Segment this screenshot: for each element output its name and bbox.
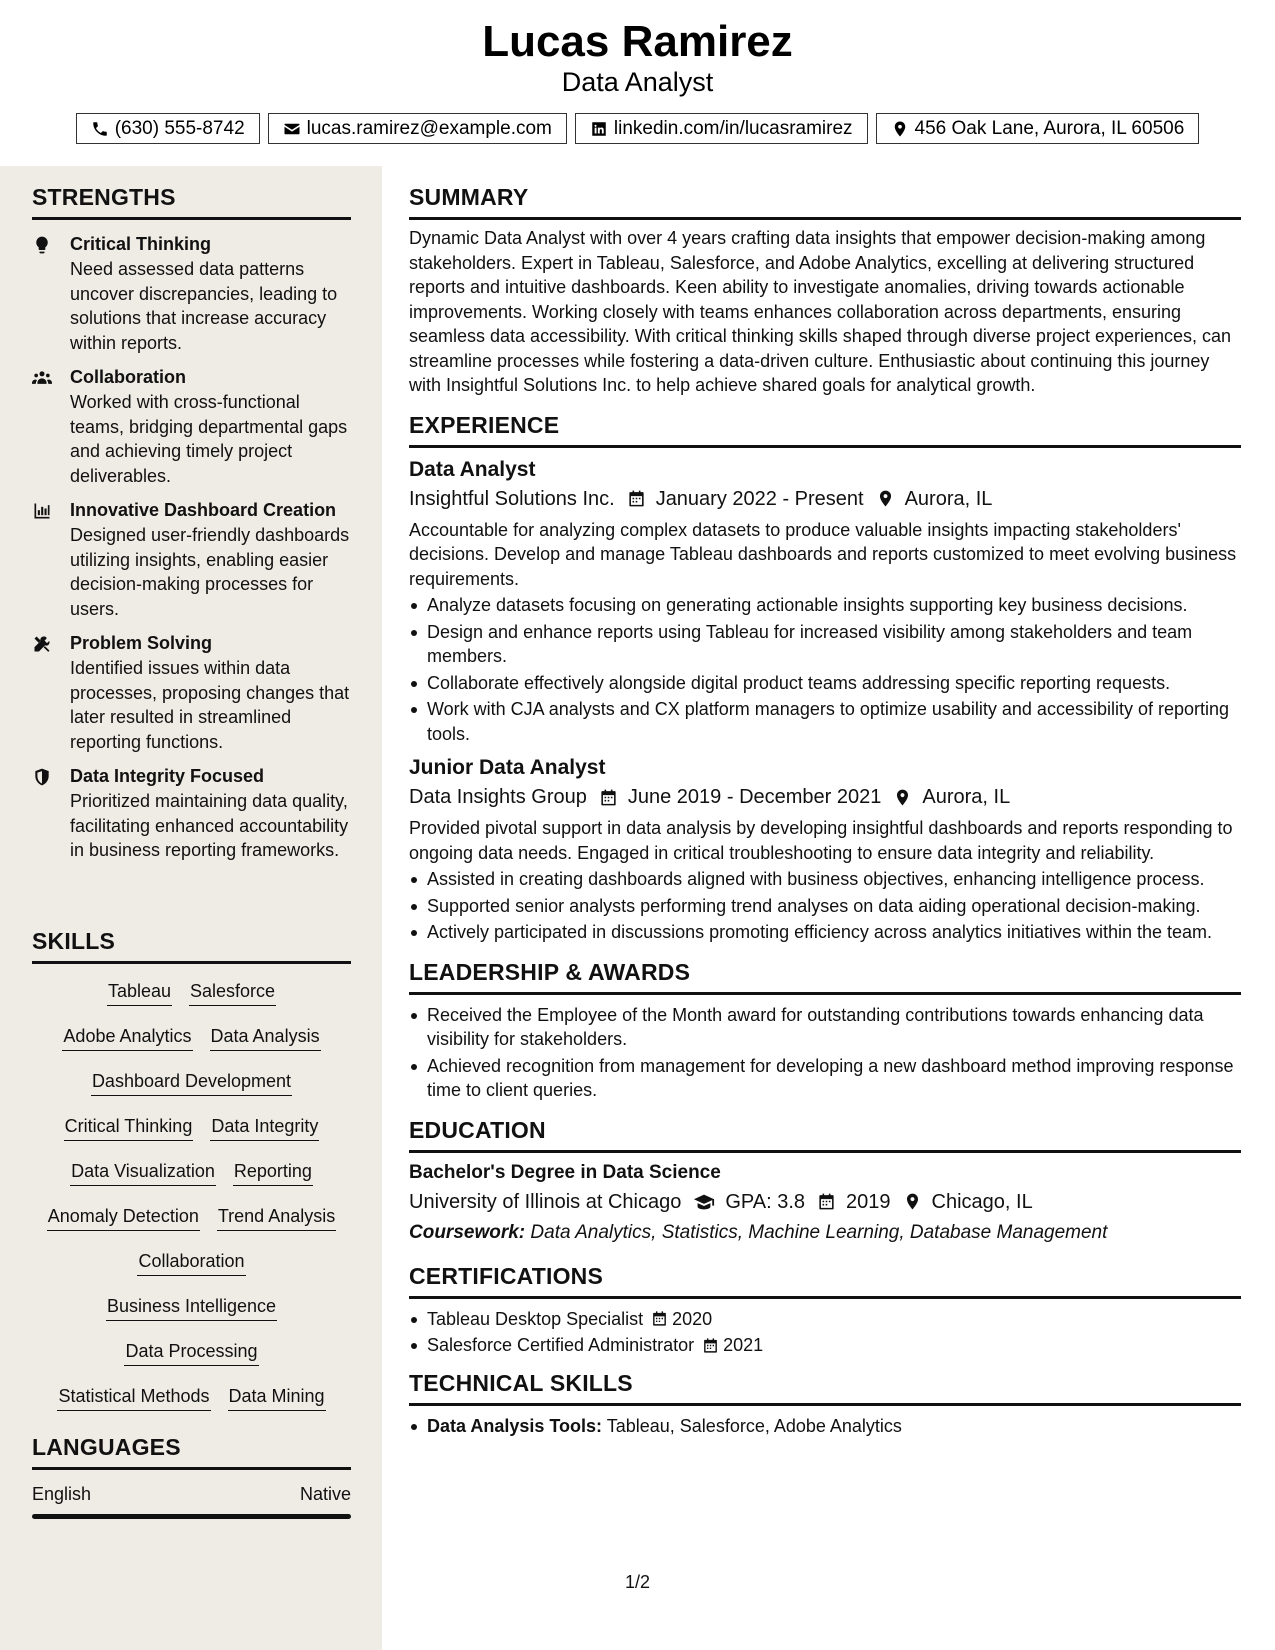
certification-item: [409, 1333, 1241, 1358]
languages-section: [32, 1434, 351, 1519]
linkedin-icon: [590, 120, 608, 138]
job-bullet: Work with CJA analysts and CX platform managers to optimize usability and accessibility of reporting tools.: [409, 697, 1241, 746]
summary-heading: SUMMARY: [409, 184, 1241, 220]
contact-phone[interactable]: [76, 113, 260, 144]
graduation-cap-icon: [693, 1191, 715, 1213]
map-pin-icon: [893, 788, 912, 807]
resume-header: [0, 18, 1275, 98]
skill-tag: Collaboration: [137, 1248, 245, 1276]
users-icon: [32, 368, 52, 388]
job-title: Junior Data Analyst: [409, 756, 606, 779]
candidate-title: Data Analyst: [561, 67, 714, 98]
strength-desc: Prioritized maintaining data quality, facilitating enhanced accountability in business reporting frameworks.: [70, 791, 349, 860]
skill-tag: Tableau: [107, 978, 172, 1006]
calendar-icon: [702, 1337, 719, 1354]
skill-tag: Statistical Methods: [57, 1383, 210, 1411]
school-name: University of Illinois at Chicago: [409, 1190, 682, 1213]
job-meta: [409, 782, 1241, 812]
map-pin-icon: [876, 489, 895, 508]
phone-icon: [91, 120, 109, 138]
job-bullet: Analyze datasets focusing on generating actionable insights supporting key business decisions.: [409, 593, 1241, 618]
contact-email-text: lucas.ramirez@example.com: [306, 117, 552, 139]
job-dates: January 2022 - Present: [655, 487, 864, 510]
contact-phone-text: (630) 555-8742: [114, 117, 245, 139]
technical-skill-value: Tableau, Salesforce, Adobe Analytics: [606, 1415, 902, 1436]
skills-heading: SKILLS: [32, 928, 351, 964]
education-heading: EDUCATION: [409, 1117, 1241, 1153]
job-bullet: Actively participated in discussions promoting efficiency across analytics initiatives within the team.: [409, 920, 1241, 945]
strength-desc: Need assessed data patterns uncover discrepancies, leading to solutions that increase accuracy within reports.: [70, 259, 338, 353]
main-content: [409, 166, 1241, 1438]
job-bullet: Design and enhance reports using Tableau for increased visibility among stakeholders and team members.: [409, 620, 1241, 669]
job-meta: [409, 484, 1241, 514]
strength-title: Innovative Dashboard Creation: [70, 500, 337, 520]
contact-address: [876, 113, 1200, 144]
degree: Bachelor's Degree in Data Science: [409, 1161, 721, 1183]
skill-tag: Reporting: [233, 1158, 313, 1186]
school-location: Chicago, IL: [931, 1190, 1033, 1213]
strength-item: [32, 365, 351, 488]
gpa: GPA: 3.8: [725, 1190, 806, 1213]
job-dates: June 2019 - December 2021: [627, 786, 882, 808]
education-meta: [409, 1187, 1241, 1217]
tools-icon: [32, 634, 52, 654]
skill-tag: Data Processing: [124, 1338, 258, 1366]
skills-section: [32, 928, 351, 1428]
skill-tag: Dashboard Development: [91, 1068, 292, 1096]
chart-bar-icon: [32, 501, 52, 521]
skill-tag: Data Visualization: [70, 1158, 216, 1186]
strength-item: [32, 498, 351, 621]
job-bullet: Supported senior analysts performing trend analyses on data aiding operational decision-making.: [409, 894, 1241, 919]
certification-name: Tableau Desktop Specialist: [427, 1308, 644, 1329]
coursework-list: Data Analytics, Statistics, Machine Learning, Database Management: [530, 1221, 1108, 1243]
leadership-item: Achieved recognition from management for developing a new dashboard method improving response time to client queries.: [409, 1054, 1241, 1103]
job-description: Accountable for analyzing complex datasets to produce valuable insights impacting stakeholders' decisions. Develop and manage Tableau dashboards and reports customized to meet evolving business requirements.: [409, 519, 1237, 589]
shield-icon: [32, 767, 52, 787]
language-name: English: [32, 1484, 92, 1504]
strength-title: Data Integrity Focused: [70, 766, 265, 786]
job-title: Data Analyst: [409, 457, 536, 481]
leadership-section: [409, 959, 1241, 1103]
certification-item: [409, 1307, 1241, 1332]
skills-list: [32, 978, 351, 1428]
job-company: Insightful Solutions Inc.: [409, 487, 615, 510]
contact-address-text: 456 Oak Lane, Aurora, IL 60506: [914, 117, 1185, 139]
contact-email[interactable]: [268, 113, 567, 144]
skill-tag: Adobe Analytics: [62, 1023, 192, 1051]
coursework: [409, 1219, 1241, 1247]
summary-text: Dynamic Data Analyst with over 4 years crafting data insights that empower decision-making among stakeholders. Expert in Tableau, Salesforce, and Adobe Analytics, excelling at delivering structured reports and intuitive dashboards. Keen ability to investigate anomalies, driving towards actionable improvements. Working closely with teams enhances collaboration across departments, ensuring seamless data accessibility. With critical thinking skills shaped through diverse project experiences, can streamline processes while fostering a data-driven culture. Enthusiastic about continuing this journey with Insightful Solutions Inc. to help achieve shared goals for analytical growth.: [409, 228, 1232, 395]
language-level: Native: [299, 1484, 351, 1504]
graduation-year: 2019: [846, 1190, 891, 1213]
strength-title: Critical Thinking: [70, 234, 212, 254]
job-location: Aurora, IL: [904, 487, 993, 510]
envelope-icon: [283, 120, 301, 138]
strength-desc: Worked with cross-functional teams, bridging departmental gaps and achieving timely project deliverables.: [70, 392, 348, 486]
job-bullets: [409, 867, 1241, 945]
job-entry: [409, 456, 1241, 747]
strength-title: Collaboration: [70, 367, 186, 387]
calendar-icon: [599, 788, 618, 807]
skill-tag: Critical Thinking: [64, 1113, 194, 1141]
coursework-label: Coursework:: [409, 1221, 526, 1243]
technical-skills-heading: TECHNICAL SKILLS: [409, 1370, 1241, 1406]
certification-year: 2020: [672, 1308, 713, 1329]
education-section: [409, 1117, 1241, 1247]
job-bullet: Collaborate effectively alongside digital product teams addressing specific reporting requests.: [409, 671, 1241, 696]
summary-section: [409, 184, 1241, 398]
skill-tag: Data Mining: [228, 1383, 326, 1411]
job-bullet: Assisted in creating dashboards aligned with business objectives, enhancing intelligence process.: [409, 867, 1241, 892]
lightbulb-icon: [32, 235, 52, 255]
certification-year: 2021: [723, 1335, 764, 1355]
certifications-heading: CERTIFICATIONS: [409, 1263, 1241, 1299]
strengths-heading: STRENGTHS: [32, 184, 351, 220]
technical-skills-list: [409, 1414, 1241, 1439]
leadership-heading: LEADERSHIP & AWARDS: [409, 959, 1241, 995]
strength-item: [32, 631, 351, 754]
map-pin-icon: [903, 1192, 922, 1211]
contact-linkedin[interactable]: [575, 113, 868, 144]
strength-item: [32, 232, 351, 355]
language-item: [32, 1484, 351, 1505]
strength-item: [32, 764, 351, 863]
experience-heading: EXPERIENCE: [409, 412, 1241, 448]
contact-bar: [0, 113, 1275, 144]
page-number: 1/2: [624, 1572, 651, 1592]
certifications-list: [409, 1307, 1241, 1358]
experience-section: [409, 412, 1241, 945]
contact-linkedin-text: linkedin.com/in/lucasramirez: [613, 117, 853, 139]
strength-desc: Designed user-friendly dashboards utilizing insights, enabling easier decision-making processes for users.: [70, 525, 350, 619]
leadership-list: [409, 1003, 1241, 1103]
technical-skills-section: [409, 1370, 1241, 1439]
strengths-section: [32, 184, 351, 863]
strength-title: Problem Solving: [70, 633, 213, 653]
technical-skill-item: [409, 1414, 1241, 1439]
certifications-section: [409, 1263, 1241, 1358]
skill-tag: Business Intelligence: [106, 1293, 277, 1321]
strength-desc: Identified issues within data processes, proposing changes that later resulted in streamlined reporting functions.: [70, 658, 350, 752]
skill-tag: Salesforce: [189, 978, 276, 1006]
languages-heading: LANGUAGES: [32, 1434, 351, 1470]
skill-tag: Anomaly Detection: [47, 1203, 200, 1231]
skill-tag: Data Integrity: [210, 1113, 319, 1141]
calendar-icon: [817, 1192, 836, 1211]
job-location: Aurora, IL: [922, 786, 1011, 808]
certification-name: Salesforce Certified Administrator: [427, 1335, 695, 1355]
job-description: Provided pivotal support in data analysis by developing insightful dashboards and reports responding to ongoing data needs. Engaged in critical troubleshooting to ensure data integrity and reliability.: [409, 818, 1233, 863]
calendar-icon: [651, 1310, 668, 1327]
job-company: Data Insights Group: [409, 786, 587, 808]
candidate-name: Lucas Ramirez: [482, 17, 793, 66]
technical-skill-label: Data Analysis Tools:: [427, 1415, 603, 1436]
skill-tag: Data Analysis: [210, 1023, 321, 1051]
job-entry: [409, 754, 1241, 945]
sidebar: [0, 166, 382, 1650]
calendar-icon: [627, 489, 646, 508]
map-pin-icon: [891, 120, 909, 138]
language-proficiency-bar: [32, 1514, 351, 1519]
skill-tag: Trend Analysis: [217, 1203, 336, 1231]
job-bullets: [409, 593, 1241, 746]
leadership-item: Received the Employee of the Month award for outstanding contributions towards enhancing data visibility for stakeholders.: [409, 1003, 1241, 1052]
